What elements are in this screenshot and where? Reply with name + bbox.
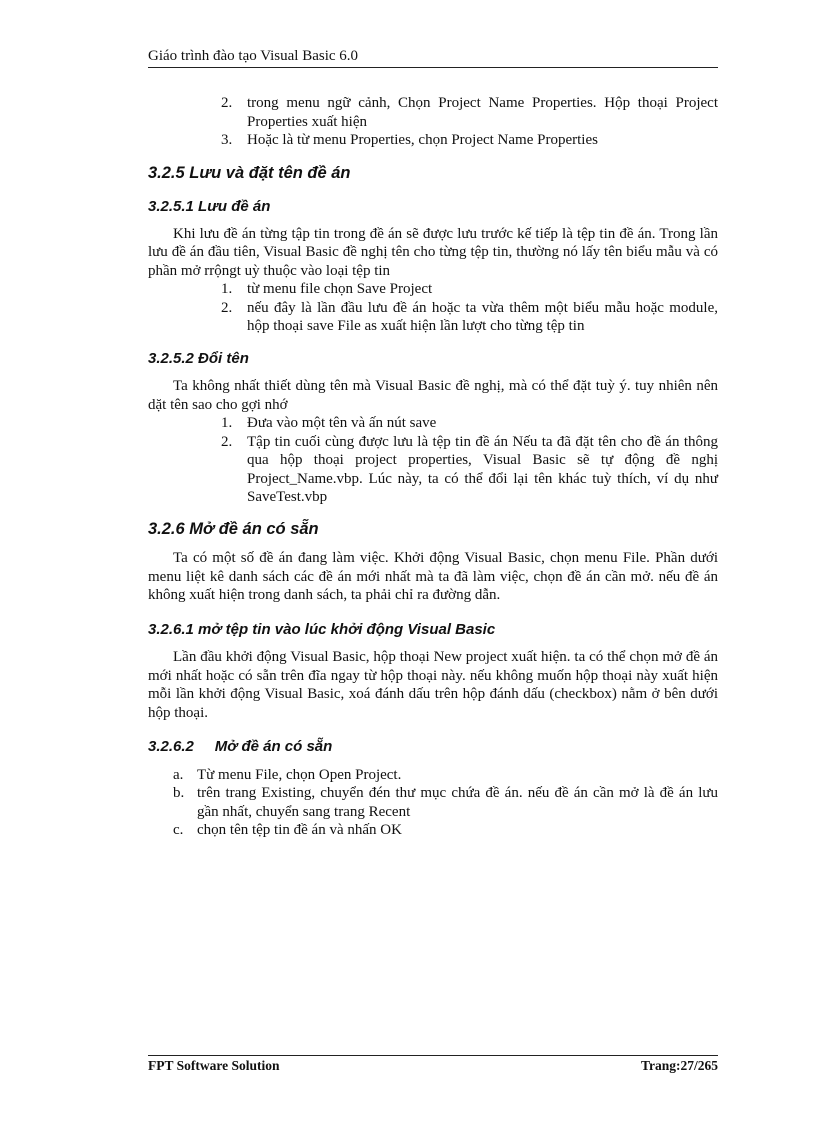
list-text: trên trang Existing, chuyển đén thư mục chứa đề án. nếu đề án cần mở là đề án lưu gần nhất, chuyển sang trang Recent <box>197 785 718 820</box>
rename-steps-list <box>148 414 718 507</box>
list-text: nếu đây là lần đầu lưu đề án hoặc ta vừa thêm một biểu mẫu hoặc module, hộp thoại save File as xuất hiện lần lượt cho từng tệp tin <box>247 299 718 334</box>
page-footer <box>148 1055 718 1074</box>
list-letter: c. <box>173 822 184 838</box>
page-content <box>148 94 718 840</box>
list-text: Từ menu File, chọn Open Project. <box>197 766 402 783</box>
header-title: Giáo trình đào tạo Visual Basic 6.0 <box>148 48 359 64</box>
intro-list <box>148 94 718 150</box>
paragraph: Lần đầu khởi động Visual Basic, hộp thoại New project xuất hiện. ta có thể chọn mở đề án mới nhất hoặc có sẵn trên đĩa ngay từ hộp thoại này. nếu không muốn hộp thoại này xuất hiện mỗi lần khởi động Visual Basic, xoá đánh dấu trên hộp đánh dấu (checkbox) nằm ở bên dưới hộp thoại. <box>148 649 718 721</box>
paragraph: Ta có một số đề án đang làm việc. Khởi động Visual Basic, chọn menu File. Phần dưới menu liệt kê danh sách các đề án mới nhất mà ta đã làm việc, chọn đề án cần mở. nếu đề án không xuất hiện trong danh sách, ta phải chỉ ra đường dẫn. <box>148 550 718 603</box>
list-number: 2. <box>221 433 233 450</box>
list-item <box>148 414 718 433</box>
list-item <box>148 766 718 785</box>
list-letter: b. <box>173 785 185 801</box>
list-item <box>148 784 718 821</box>
list-item <box>148 821 718 840</box>
list-number: 2. <box>221 95 233 111</box>
list-number: 3. <box>221 132 233 148</box>
footer-company: FPT Software Solution <box>148 1058 280 1073</box>
list-item <box>148 299 718 336</box>
list-letter: a. <box>173 766 184 783</box>
list-item <box>148 433 718 507</box>
section-heading-3-2-5-1: 3.2.5.1 Lưu đề án <box>148 198 271 215</box>
section-heading-3-2-6-1: 3.2.6.1 mở tệp tin vào lúc khởi động Visual Basic <box>148 620 496 638</box>
list-text: chọn tên tệp tin đề án và nhấn OK <box>197 822 402 838</box>
paragraph: Ta không nhất thiết dùng tên mà Visual Basic đề nghị, mà có thể đặt tuỳ ý. tuy nhiên nên dặt tên sao cho gợi nhớ <box>148 378 718 413</box>
page-header <box>148 48 718 68</box>
list-text: Đưa vào một tên và ấn nút save <box>247 415 437 431</box>
page-number: Trang:27/265 <box>641 1058 718 1073</box>
list-item <box>148 94 718 131</box>
list-item <box>148 280 718 299</box>
paragraph: Khi lưu đề án từng tập tin trong đề án sẽ được lưu trước kế tiếp là tệp tin đề án. Trong lần lưu đề án đầu tiên, Visual Basic đề nghị tên cho từng tệp tin, thường nó lấy tên biểu mẫu và có phần mở rrộngt uỳ thuộc vào loại tệp tin <box>148 225 718 279</box>
section-heading-3-2-6: 3.2.6 Mở đề án có sẵn <box>148 519 319 538</box>
save-steps-list <box>148 280 718 336</box>
section-heading-3-2-5-2: 3.2.5.2 Đổi tên <box>148 349 249 367</box>
open-steps-list <box>148 766 718 840</box>
list-item <box>148 131 718 150</box>
list-number: 2. <box>221 299 233 316</box>
list-number: 1. <box>221 281 233 297</box>
list-text: từ menu file chọn Save Project <box>247 281 433 297</box>
section-heading-3-2-6-2: 3.2.6.2 Mở đề án có sẵn <box>148 738 333 755</box>
list-number: 1. <box>221 415 233 431</box>
list-text: trong menu ngữ cảnh, Chọn Project Name Properties. Hộp thoại Project Properties xuất hiện <box>247 95 718 130</box>
list-text: Tập tin cuối cùng được lưu là tệp tin đề án Nếu ta đã đặt tên cho đề án thông qua hộp thoại project properties, Visual Basic sẽ tự động đề nghị Project_Name.vbp. Lúc này, ta có thể đổi lại tên khác tuỳ thích, ví dụ như SaveTest.vbp <box>247 433 718 505</box>
list-text: Hoặc là từ menu Properties, chọn Project Name Properties <box>247 132 598 148</box>
section-heading-3-2-5: 3.2.5 Lưu và đặt tên đề án <box>148 163 351 182</box>
